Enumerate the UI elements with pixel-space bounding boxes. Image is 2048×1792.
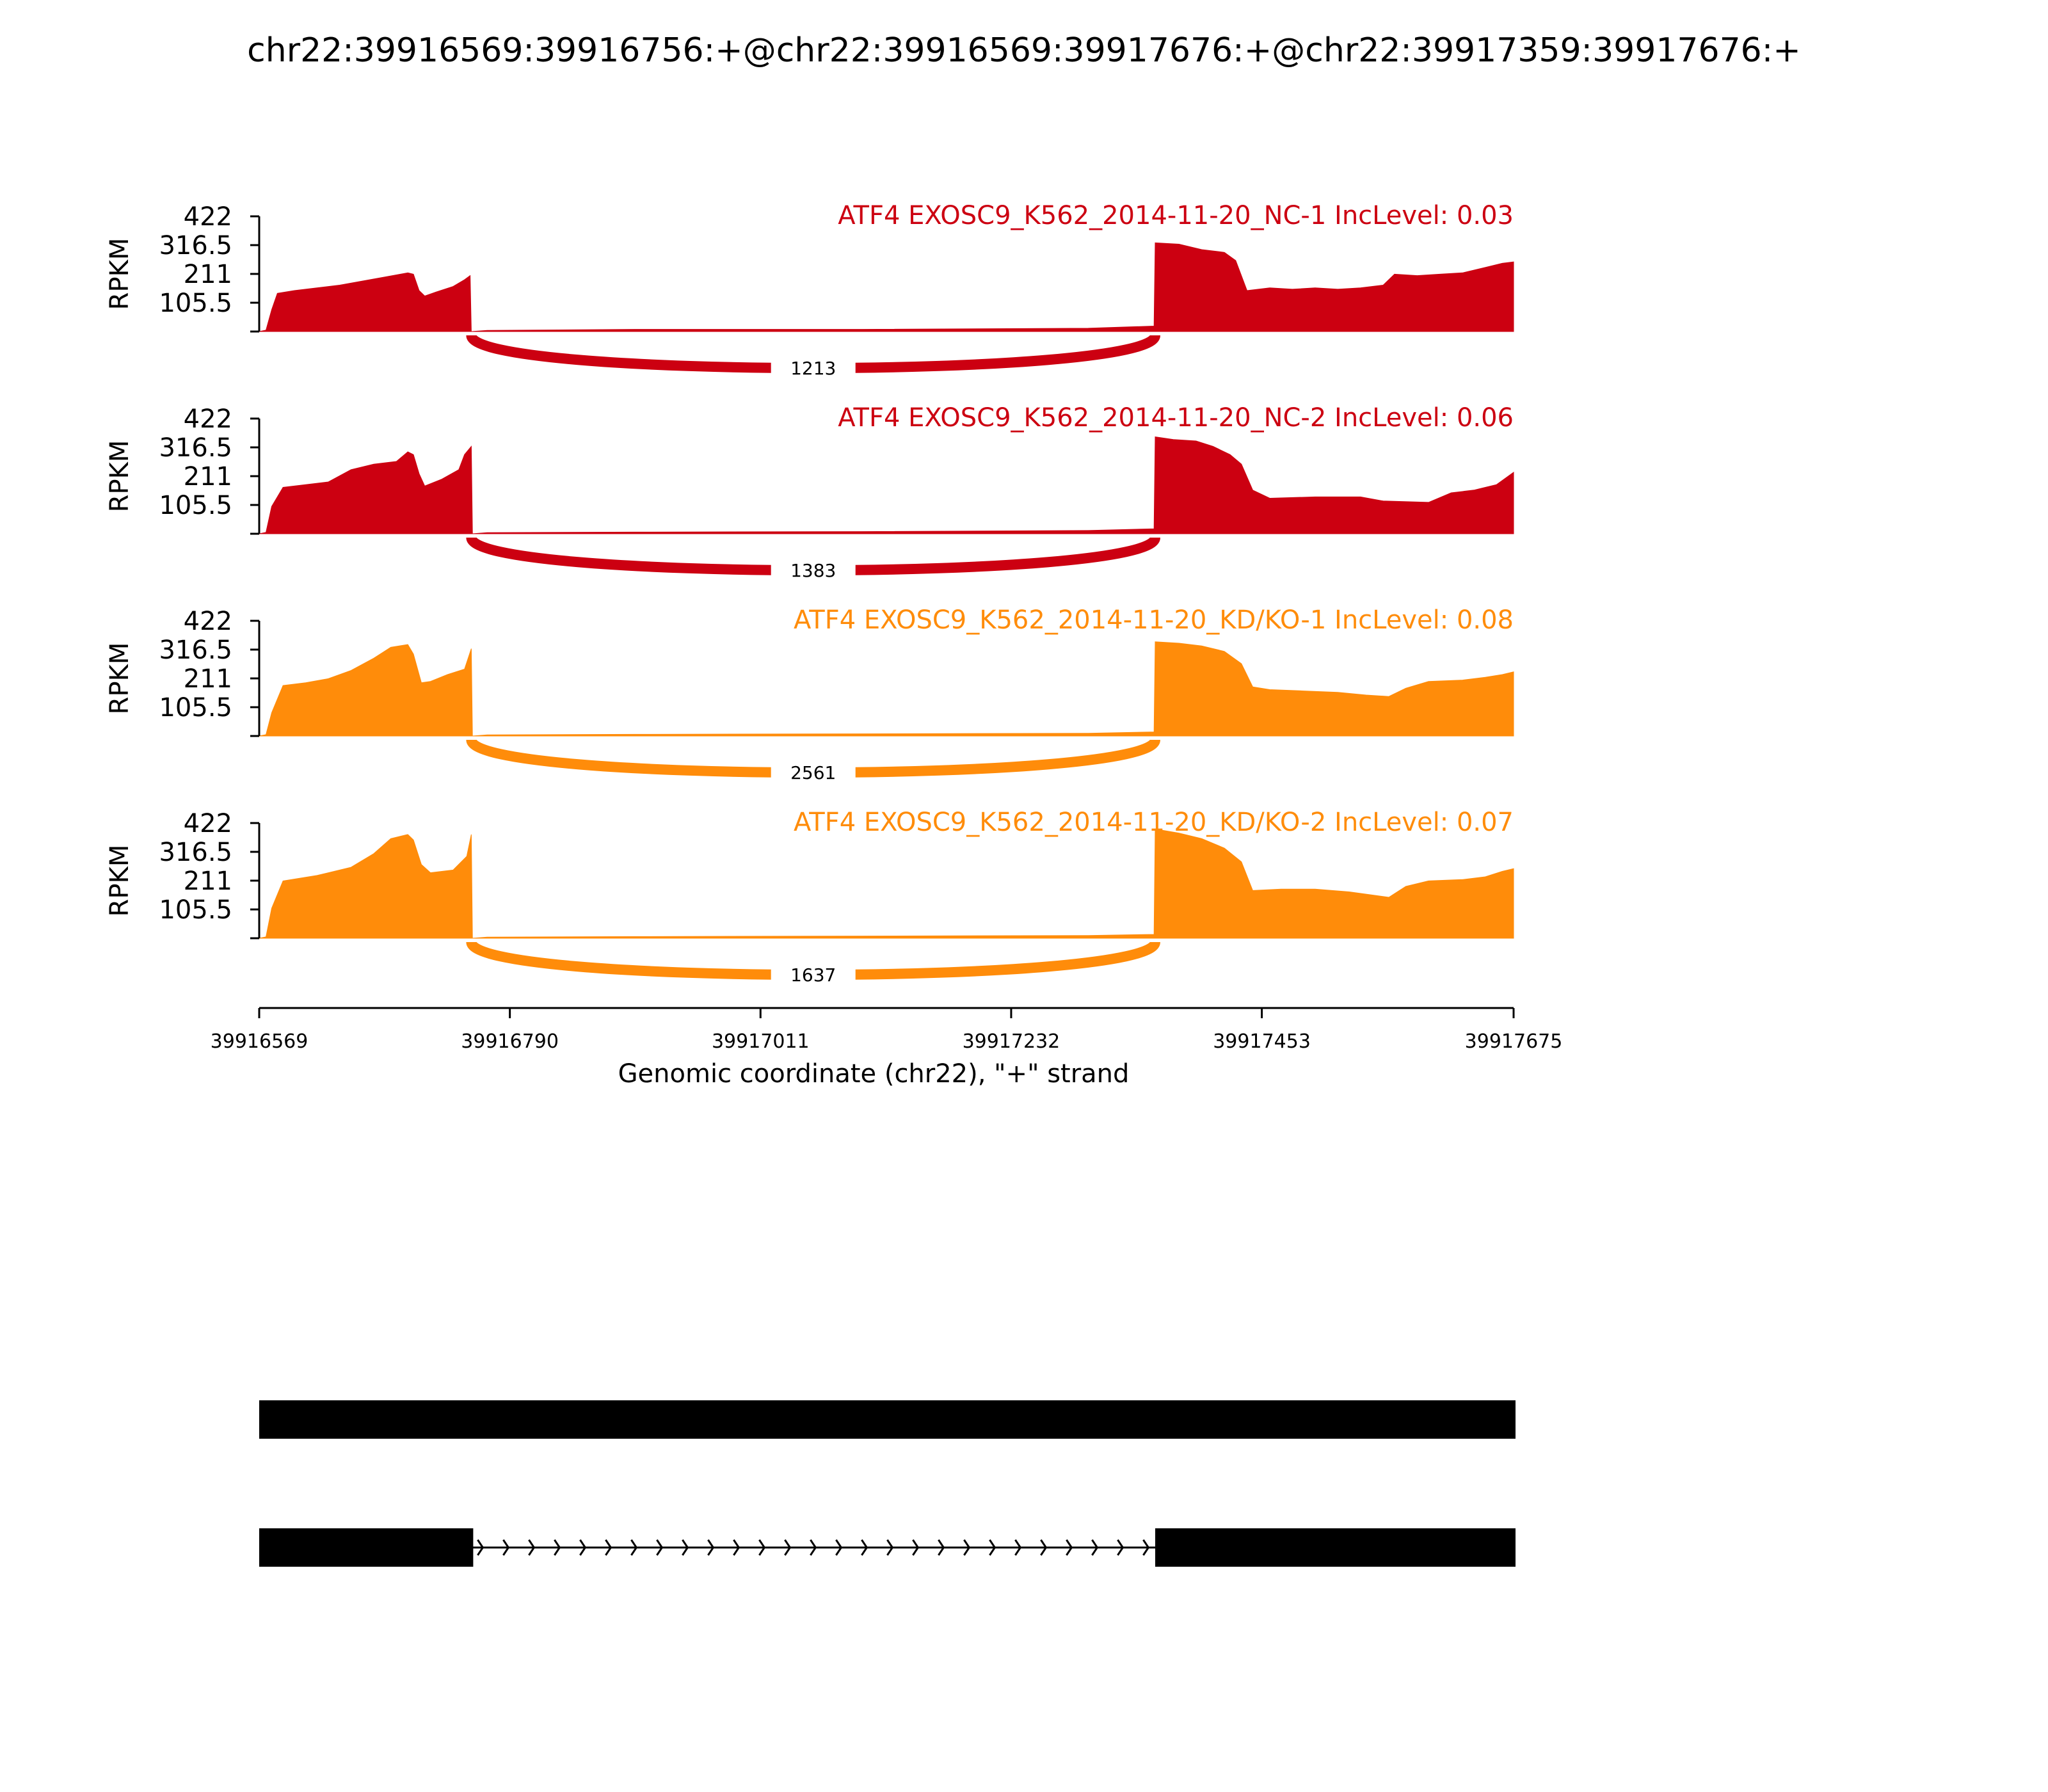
exon-block bbox=[1155, 1528, 1516, 1567]
y-tick-label: 316.5 bbox=[159, 636, 232, 665]
y-tick-label: 316.5 bbox=[159, 433, 232, 463]
exon-block bbox=[259, 1400, 1516, 1439]
sample-label: ATF4 EXOSC9_K562_2014-11-20_NC-1 IncLevel: 0.03 bbox=[838, 201, 1514, 230]
x-axis-label: Genomic coordinate (chr22), "+" strand bbox=[618, 1059, 1130, 1089]
y-tick-label: 211 bbox=[183, 664, 232, 694]
junction-count: 1383 bbox=[790, 560, 836, 581]
y-tick-label: 105.5 bbox=[159, 693, 232, 723]
x-tick-label: 39917453 bbox=[1213, 1030, 1311, 1053]
y-tick-label: 316.5 bbox=[159, 838, 232, 867]
y-tick-label: 105.5 bbox=[159, 491, 232, 520]
x-tick-label: 39917675 bbox=[1464, 1030, 1563, 1053]
junction-count: 1637 bbox=[790, 964, 836, 986]
y-tick-label: 211 bbox=[183, 867, 232, 896]
y-tick-label: 211 bbox=[183, 260, 232, 289]
sample-label: ATF4 EXOSC9_K562_2014-11-20_KD/KO-1 IncLevel: 0.08 bbox=[794, 605, 1514, 635]
y-axis-label: RPKM bbox=[105, 642, 134, 715]
x-tick-label: 39916569 bbox=[210, 1030, 308, 1053]
y-tick-label: 211 bbox=[183, 462, 232, 492]
y-tick-label: 422 bbox=[183, 607, 232, 636]
x-tick-label: 39916790 bbox=[461, 1030, 559, 1053]
sample-label: ATF4 EXOSC9_K562_2014-11-20_KD/KO-2 IncLevel: 0.07 bbox=[794, 808, 1514, 837]
y-axis-label: RPKM bbox=[105, 440, 134, 513]
x-tick-label: 39917232 bbox=[962, 1030, 1060, 1053]
y-tick-label: 422 bbox=[183, 809, 232, 838]
junction-count: 1213 bbox=[790, 358, 836, 379]
y-tick-label: 422 bbox=[183, 202, 232, 232]
y-axis-label: RPKM bbox=[105, 237, 134, 310]
sample-label: ATF4 EXOSC9_K562_2014-11-20_NC-2 IncLevel: 0.06 bbox=[838, 403, 1514, 433]
y-tick-label: 316.5 bbox=[159, 231, 232, 260]
junction-count: 2561 bbox=[790, 762, 836, 783]
figure-title: chr22:39916569:39916756:+@chr22:39916569:39917676:+@chr22:39917359:39917676:+ bbox=[247, 31, 1801, 70]
y-axis-label: RPKM bbox=[105, 844, 134, 917]
isoform-model bbox=[259, 1400, 1516, 1439]
exon-block bbox=[259, 1528, 473, 1567]
x-tick-label: 39917011 bbox=[711, 1030, 810, 1053]
y-tick-label: 422 bbox=[183, 404, 232, 434]
y-tick-label: 105.5 bbox=[159, 895, 232, 925]
y-tick-label: 105.5 bbox=[159, 289, 232, 318]
